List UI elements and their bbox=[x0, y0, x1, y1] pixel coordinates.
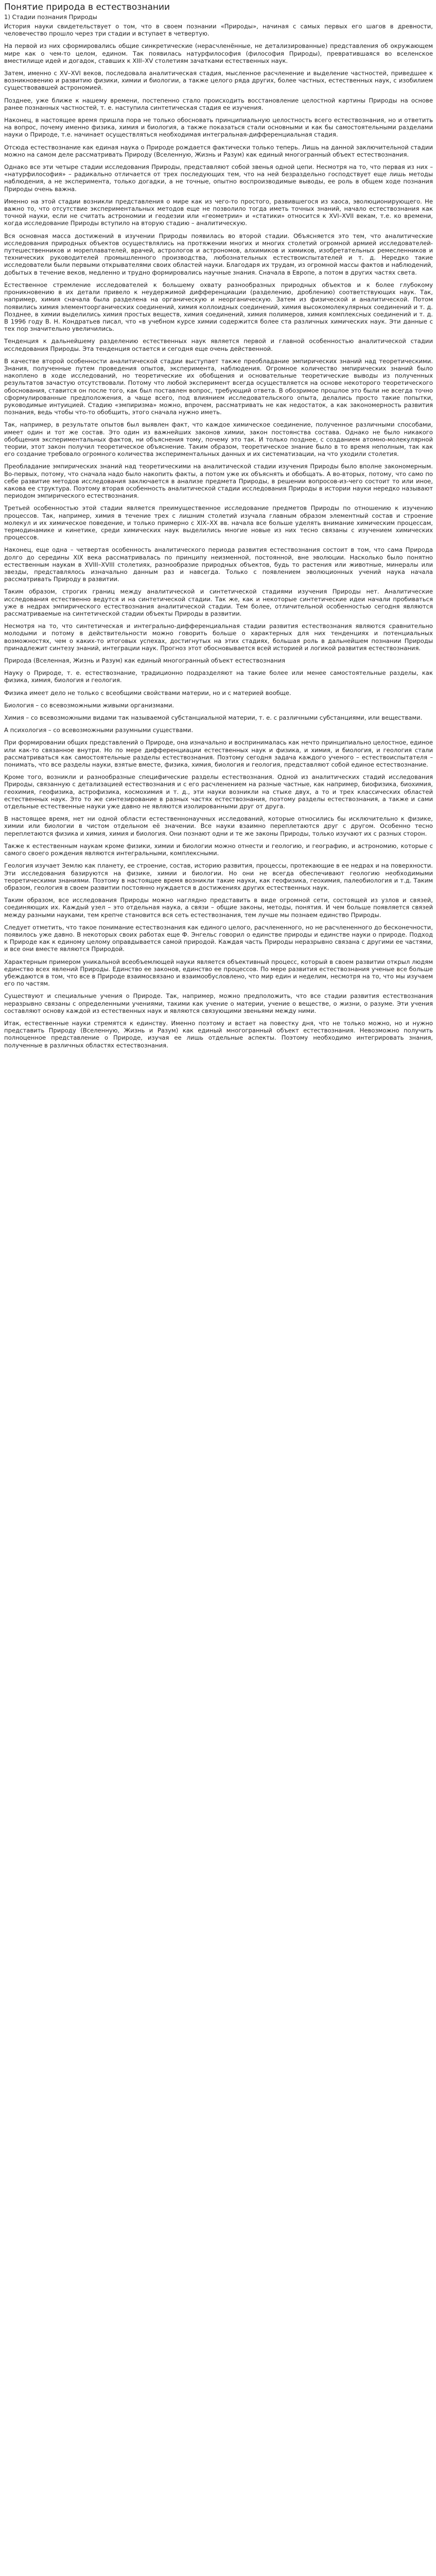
paragraph: Позднее, уже ближе к нашему времени, постепенно стало происходить восстановление целостной картины Природы на основе ранее познанных частностей, т. е. наступила синтетическая стадия ее изучения. bbox=[4, 96, 433, 111]
paragraph: Наконец, в настоящее время пришла пора не только обосновать принципиальную целостность всего естествознания, но и ответить на вопрос, почему именно физика, химия и биология, а также показаться стали основными и как бы самостоятельными разделами науки о Природе, т.е. начинает осуществляться необходимая интегральная-дифференциальная стадия. bbox=[4, 116, 433, 139]
paragraph: Несмотря на то, что синтетическая и интегрально-дифференциальная стадии развития естествознания являются сравнительно молодыми и потому в действительности можно говорить больше о характерных для них тенденциях и потенциальных возможностях, чем о каких-то итоговых успехах, достигнутых на этих стадиях, большая роль в дальнейшем познании Природы принадлежит синтезу знаний, интеграции наук. Прогноз этот обосновывается всей историей и логикой развития естествознания. bbox=[4, 622, 433, 652]
paragraph: В настоящее время, нет ни одной области естественнонаучных исследований, которые относились бы исключительно к физике, химии или биологии в чистом отдельном её значении. Все науки взаимно переплетаются друг с другом. Особенно тесно переплетаются физика и химия, химия и биология. Они познают одни и те же законы Природы, только изучают их с разных сторон. bbox=[4, 815, 433, 837]
page-title: Понятие природа в естествознании bbox=[4, 2, 170, 12]
paragraph: На первой из них сформировались общие синкретические (нерасчленённые, не детализированные) представления об окружающем мире как о чем-то целом, едином. Так появилась натурфилософия (философия Природы), превратившаяся во вселенское вместилище идей и догадок, ставших к XIII–XV столетиям зачатками естественных наук. bbox=[4, 42, 433, 64]
paragraph: Природа (Вселенная, Жизнь и Разум) как единый многогранный объект естествознания bbox=[4, 657, 286, 665]
paragraph: Таким образом, строгих границ между аналитической и синтетической стадиями изучения Природы нет. Аналитические исследования естественно ведутся и на синтетической стадии. Так же, как и некоторые синтетические идеи начали пробиваться уже в недрах эмпирического естествознания аналитической стадии. Тем более, отличительной особенностью сегодня являются рассматриваемые на синтетической стадии объекты Природы в развитии. bbox=[4, 588, 433, 618]
paragraph: Следует отметить, что такое понимание естествознания как единого целого, расчлененного, но не расчлененного до бесконечности, появилось уже давно. В некоторых своих работах еще Ф. Энгельс говорил о единстве природы и единстве науки о природе. Подход к Природе как к единому целому оправдывается самой природой. Каждая часть Природы неразрывно связана с другими ее частями, и все они вместе являются Природой. bbox=[4, 923, 433, 953]
paragraph: При формировании общих представлений о Природе, она изначально и воспринималась как нечто принципиально целостное, единое или как-то связанное внутри. Но по мере дифференциации естественных наук и физика, и химия, и биология, и геология стали рассматриваться как самостоятельные разделы естествознания. Поэтому сегодня задача каждого ученого – естествоиспытателя – понимать, что все разделы науки, взятые вместе, физика, химия, биология и геология, представляют собой единое естествознание. bbox=[4, 739, 433, 769]
paragraph: Преобладание эмпирических знаний над теоретическими на аналитической стадии изучения Природы было вполне закономерным. Во-первых, потому, что сначала надо было накопить факты, а потом уже их объяснять и обобщать. А во-вторых, потому, что само по себе развитие методов исследования заключается в анализе предмета Природы, в решении вопросов-из-чего состоит то или иное, какова ее структура. Поэтому вторая особенность аналитической стадии исследования Природы в истории науки нередко называют периодом эмпирического естествознания. bbox=[4, 463, 433, 500]
paragraph: Третьей особенностью этой стадии является преимущественное исследование предметов Природы по отношению к изучению процессов. Так, например, химия в течение трех с лишним столетий изучала главным образом элементный состав и строение молекул и их химическое поведение, и только примерно с XIX–XX вв. начала все больше уделять внимание химическим процессам, термодинамике и кинетике, среди химических наук выделились многие новые из них тесно связаны с изучением химических процессов. bbox=[4, 504, 433, 541]
paragraph: Наконец, еще одна – четвертая особенность аналитического периода развития естествознания состоит в том, что сама Природа долго до середины XIX века рассматривалась по принципу неизменной, постоянной, вне эволюции. Насколько было понятно естественным наукам в XVIII–XVIII столетиях, разнообразие природных объектов, будь то растения или животные, минералы или звезды, представлялось изначально данным раз и навсегда. Только с появлением эволюционных учений наука начала рассматривать Природу в развитии. bbox=[4, 546, 433, 583]
paragraph: Так, например, в результате опытов был выявлен факт, что каждое химическое соединение, полученное различными способами, имеет один и тот же состав. Это один из важнейших законов химии, закон постоянства состава. Однако не было никакого обобщения экспериментальных фактов, ни объяснения тому, почему это так. И только позднее, с созданием атомно-молекулярной теории, этот закон получил теоретическое объяснение. Таким образом, теоретическое знание было в то время неполным, так как его создание требовало огромного количества экспериментальных данных и их систематизации, на что уходили столетия. bbox=[4, 421, 433, 458]
paragraph-list bbox=[4, 23, 433, 1049]
paragraph: Также к естественным наукам кроме физики, химии и биологии можно отнести и геологию, и географию, и астрономию, которые с самого своего рождения являются интегральными, комплексными. bbox=[4, 842, 433, 857]
paragraph: Кроме того, возникли и разнообразные специфические разделы естествознания. Одной из аналитических стадий исследования Природы, связанную с детализацией естествознания и с его расчленением на разные частные, как например, биофизика, биохимия, геохимия, геофизика, астрофизика, космохимия и т. д., эти науки возникли на стыке двух, а то и трех классических областей естественных наук. Это то же синтезирование в разных частях естествознания, поэтому разделы естествознания, а также и сами отдельные естественные науки уже давно не являются изолированными друг от друга. bbox=[4, 773, 433, 810]
paragraph: Вся основная масса достижений в изучении Природы появилась во второй стадии. Объясняется это тем, что аналитические исследования природных объектов осуществлялись на протяжении многих и многих столетий огромной армией исследователей-путешественников и мореплавателей, врачей, астрологов и астрономов, алхимиков и химиков, изобретательных ремесленников и технических руководителей промышленного производства, любознательных естествоиспытателей и т. д. Нередко такие исследователи были первыми открывателями своих областей науки. Благодаря их трудам, из огромной массы фактов и наблюдений, добытых в течение веков, медленно и трудно формировались научные знания. Сначала в Европе, а потом в других частях света. bbox=[4, 232, 433, 276]
paragraph: Науку о Природе, т. е. естествознание, традиционно подразделяют на такие более или менее самостоятельные разделы, как физика, химия, биология и геология. bbox=[4, 669, 433, 684]
document-page bbox=[0, 0, 436, 1059]
paragraph: А психология – со всевозможными разумными существами. bbox=[4, 726, 194, 734]
paragraph: Биология – со всевозможными живыми организмами. bbox=[4, 701, 175, 709]
paragraph: Затем, именно с XV–XVI веков, последовала аналитическая стадия, мысленное расчленение и выделение частностей, приведшее к возникновению и развитию физики, химии и биологии, а также целого ряда других, более частных, естественных наук, с изобилием существовавшей астрономией. bbox=[4, 70, 433, 92]
paragraph: Существуют и специальные учения о Природе. Так, например, можно предположить, что все стадии развития естествознания неразрывно связаны с определенными учениями, такими как учение о материи, учение о веществе, о жизни, о разуме. Эти учения составляют основу каждой из естественных наук и являются связующими звеньями между ними. bbox=[4, 992, 433, 1014]
paragraph: История науки свидетельствует о том, что в своем познании «Природы», начиная с самых первых его шагов в древности, человечество прошло через три стадии и вступает в четвертую. bbox=[4, 23, 433, 38]
paragraph: Химия – со всевозможными видами так называемой субстанциальной материи, т. е. с различными субстанциями, или веществами. bbox=[4, 714, 423, 722]
paragraph: Естественное стремление исследователей к большему охвату разнообразных природных объектов и к более глубокому проникновению в их детали привело к неудержимой дифференциации (разделению, дроблению) соответствующих наук. Так, например, химия сначала была разделена на органическую и неорганическую. Затем из физической и аналитической. Потом появились химия элементоорганических соединений, химия коллоидных соединений, химия высокомолекулярных соединений и т. д. Позднее, в химии выделились химия простых веществ, химия соединений, химия полимеров, химия комплексных соединений и т. д. В 1996 году В. Н. Кондратьев писал, что «в учебном курсе химии содержится более ста различных химических наук. Эти данные с тех пор значительно увеличились. bbox=[4, 281, 433, 333]
paragraph: Итак, естественные науки стремятся к единству. Именно поэтому и встает на повестку дня, что не только можно, но и нужно представить Природу (Вселенную, Жизнь и Разум) как единый многогранный объект естествознания. Невозможно получить полноценное представление о Природе, изучая ее лишь отдельные аспекты. Поэтому необходимо интегрировать знания, полученные в различных областях естествознания. bbox=[4, 1019, 433, 1049]
paragraph: В качестве второй особенности аналитической стадии выступает также преобладание эмпирических знаний над теоретическими. Знания, полученные путем проведения опытов, эксперимента, наблюдения. Огромное количество эмпирических знаний было накоплено в ходе исследований, но теоретические их обобщения и основательные теоретические выводы из полученных результатов зачастую отсутствовали. Потому что любой эксперимент всегда осуществляется на основе некоторого теоретического обоснования, ставится он после того, как был поставлен вопрос, требующий ответа. В обозримое прошлое это были не всегда точно сформулированные предположения, а чаще всего, под влиянием исследовательского опыта, делались просто такие попытки, руководимые интуицией. Стадию «эмпиризма» можно, впрочем, рассматривать не как недостаток, а как закономерность развития познания, ведь чтобы что-то обобщить, этого сначала нужно иметь. bbox=[4, 357, 433, 416]
paragraph: Геология изучает Землю как планету, ее строение, состав, историю развития, процессы, протекающие в ее недрах и на поверхности. Эти исследования базируются на физике, химии и биологии. Но они не всегда обеспечивают геологию необходимыми теоретическими знаниями. Поэтому в настоящее время возникли такие науки, как геофизика, геохимия, палеобиология и т.д. Таким образом, геология в своем развитии постоянно нуждается в достижениях других естественных наук. bbox=[4, 862, 433, 891]
paragraph: Отсюда естествознание как единая наука о Природе рождается фактически только теперь. Лишь на данной заключительной стадии можно на самом деле рассматривать Природу (Вселенную, Жизнь и Разум) как единый многогранный объект естествознания. bbox=[4, 143, 433, 158]
paragraph: Однако все эти четыре стадии исследования Природы, представляют собой звенья одной цепи. Несмотря на то, что первая из них – «натурфилософия» – радикально отличается от трех последующих тем, что на ней безраздельно господствует еще лишь методы наблюдения, а не эксперимента, только догадки, а не точные, опытно воспроизводимые выводы, ее роль в общем ходе познания Природы очень важна. bbox=[4, 163, 433, 193]
paragraph: Характерным примером уникальной всеобъемлющей науки является объективный процесс, который в своем развитии открыл людям единство всех явлений Природы. Единство ее законов, единство ее процессов. По мере развития естествознания ученые все больше убеждаются в том, что все в Природе взаимосвязано и взаимообусловлено, что мир един и неделим, несмотря на то, что мы изучаем его по частям. bbox=[4, 958, 433, 988]
paragraph: Таким образом, все исследования Природы можно наглядно представить в виде огромной сети, состоящей из узлов и связей, соединяющих их. Каждый узел – это отдельная наука, а связи – общие законы, методы, понятия. И чем больше появляется связей между разными науками, тем крепче становится вся сеть естествознания, тем лучше мы познаем единство Природы. bbox=[4, 896, 433, 919]
section-heading: 1) Стадии познания Природы bbox=[4, 13, 97, 21]
paragraph: Тенденция к дальнейшему разделению естественных наук является первой и главной особенностью аналитической стадии исследования Природы. Эта тенденция остается и сегодня еще очень действенной. bbox=[4, 337, 433, 352]
paragraph: Физика имеет дело не только с всеобщими свойствами материи, но и с материей вообще. bbox=[4, 689, 291, 697]
paragraph: Именно на этой стадии возникли представления о мире как из чего-то простого, развившегося из хаоса, эволюционирующего. Не важно то, что отсутствие экспериментальных методов еще не позволило тогда иметь точных знаний, начало естествознания как точной науки, если не считать астрономии и геодезии или «геометрии» и «статики» относится к XVI–XVII векам, т.е. ко времени, когда исследование Природы вступило на вторую стадию – аналитическую. bbox=[4, 197, 433, 227]
